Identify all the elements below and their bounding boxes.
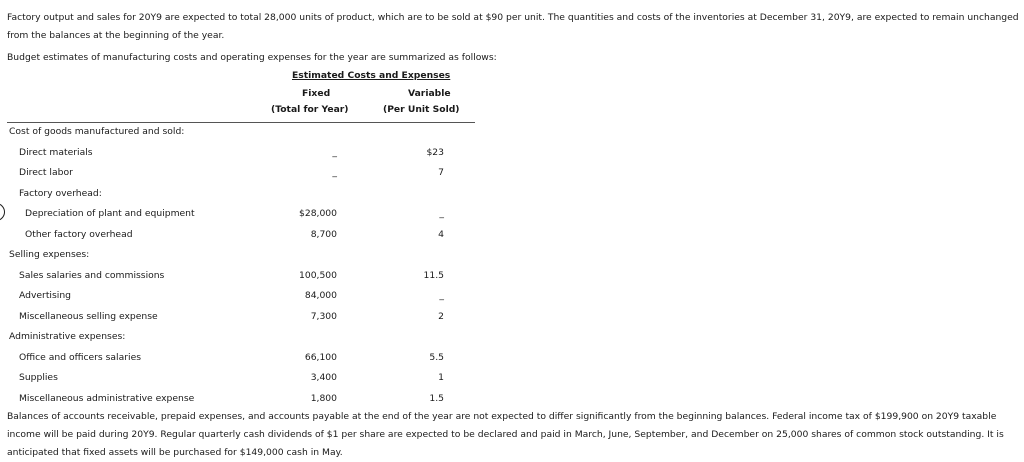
row-label: Cost of goods manufactured and sold: [9, 126, 185, 137]
fixed-cost-cell: 1,800 [310, 392, 337, 404]
row-label: Advertising [19, 290, 71, 301]
variable-cost-cell: 4 [438, 228, 444, 240]
row-label: Administrative expenses: [9, 331, 126, 342]
row-label: Sales salaries and commissions [19, 269, 165, 281]
variable-cost-cell: _ [439, 208, 444, 219]
fixed-cost-cell: 3,400 [310, 372, 337, 383]
row-label: Direct labor [19, 167, 73, 178]
fixed-cost-cell: 66,100 [304, 351, 337, 363]
variable-column-header: Variable [408, 88, 451, 99]
variable-cost-cell: 5.5 [429, 351, 444, 363]
variable-cost-cell: 7 [438, 167, 444, 178]
variable-cost-cell: 2 [438, 310, 444, 322]
variable-cost-cell: 11.5 [423, 269, 444, 281]
row-label: Other factory overhead [25, 228, 133, 240]
row-label: Selling expenses: [9, 249, 90, 260]
fixed-cost-cell: 7,300 [310, 310, 337, 322]
row-label: Supplies [19, 372, 58, 383]
variable-cost-cell: 1.5 [429, 392, 444, 404]
fixed-cost-cell: 8,700 [310, 228, 337, 240]
fixed-cost-cell: 84,000 [304, 290, 337, 301]
closing-paragraph: Balances of accounts receivable, prepaid expenses, and accounts payable at the end of the year are not expected to differ significantly from the beginning balances. Federal income tax of $199,900 on 20Y9 taxable income will be paid during 20Y9. Regular quarterly cash dividends of $1 per share are expected to be declared and paid in March, June, September, and December on 25,000 shares of common stock outstanding. It is anticipated that fixed assets will be purchased for $149,000 cash in May. [7, 411, 1004, 458]
fixed-column-header: Fixed [302, 88, 331, 99]
fixed-cost-cell: $28,000 [299, 208, 337, 219]
fixed-cost-cell: 100,500 [299, 269, 337, 281]
budget-intro-text: Budget estimates of manufacturing costs and operating expenses for the year are summarized as follows: [7, 52, 497, 63]
margin-marker [0, 203, 5, 221]
row-label: Miscellaneous selling expense [19, 310, 158, 322]
row-label: Direct materials [19, 146, 93, 158]
row-label: Miscellaneous administrative expense [19, 392, 195, 404]
variable-column-subheader: (Per Unit Sold) [383, 104, 460, 115]
row-label: Factory overhead: [19, 187, 102, 199]
fixed-cost-cell: _ [332, 167, 337, 178]
fixed-cost-cell: _ [332, 146, 337, 158]
header-rule [7, 122, 475, 123]
variable-cost-cell: $23 [426, 146, 444, 158]
table-title: Estimated Costs and Expenses [292, 70, 451, 81]
fixed-column-subheader: (Total for Year) [271, 104, 349, 115]
variable-cost-cell: _ [439, 290, 444, 301]
intro-paragraph: Factory output and sales for 20Y9 are expected to total 28,000 units of product, which are to be sold at $90 per unit. The quantities and costs of the inventories at December 31, 20Y9, are expected to remain unchanged from the balances at the beginning of the year. [7, 12, 1019, 41]
row-label: Office and officers salaries [19, 351, 142, 363]
variable-cost-cell: 1 [438, 372, 444, 383]
row-label: Depreciation of plant and equipment [25, 208, 195, 219]
